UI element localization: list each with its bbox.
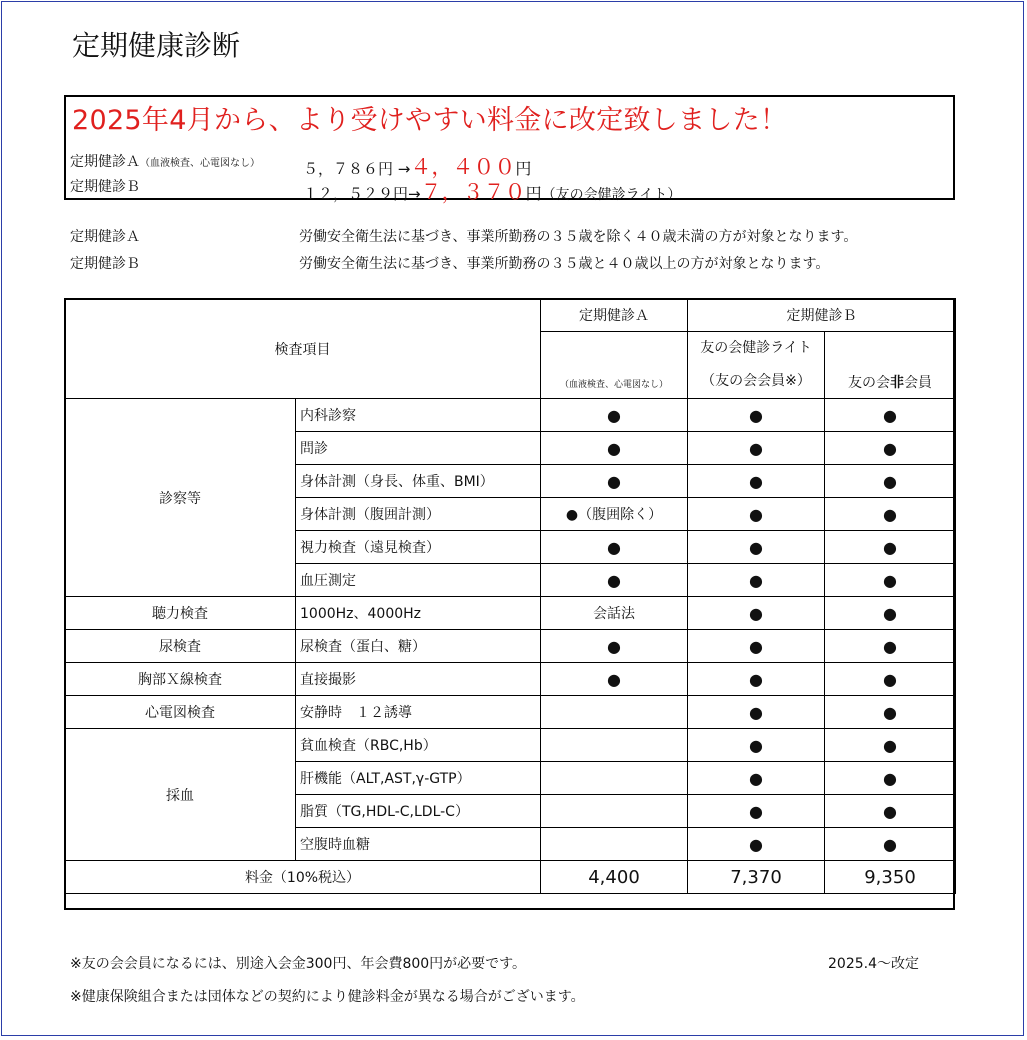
exam-item-name: 空腹時血糖 [296,828,541,861]
value-b2: ● [825,729,956,762]
value-b2: ● [825,828,956,861]
value-b1: ● [688,729,825,762]
value-a [541,729,688,762]
price-notice-box [64,95,955,204]
price-b1: 7,370 [688,861,825,894]
price-b2: 9,350 [825,861,956,894]
value-a: ● [541,465,688,498]
value-a [541,762,688,795]
value-a: 会話法 [541,597,688,630]
category-cell: 胸部Ｘ線検査 [65,663,296,696]
exam-item-name: 血圧測定 [296,564,541,597]
description-b [70,253,830,273]
header-col-a: 定期健診Ａ [541,299,688,332]
exam-item-name: 尿検査（蛋白、糖） [296,630,541,663]
price-unit: 円 [525,184,542,203]
value-b1: ● [688,795,825,828]
category-cell: 心電図検査 [65,696,296,729]
header-item: 検査項目 [65,299,541,399]
exam-item-name: 身体計測（腹囲計測） [296,498,541,531]
price-unit: 円 [515,159,532,178]
exam-item-name: 直接撮影 [296,663,541,696]
value-a: ● [541,399,688,432]
header-col-b1 [688,332,825,399]
exam-item-name: 安静時 １２誘導 [296,696,541,729]
revision-date: 2025.4～改定 [828,956,919,972]
price-label: 料金（10%税込） [65,861,541,894]
value-b1: ● [688,432,825,465]
header-col-b1-line1: 友の会健診ライト [700,340,812,356]
exam-item-name: 貧血検査（RBC,Hb） [296,729,541,762]
new-price: ７，３７０ [420,180,526,204]
value-a [541,795,688,828]
value-b1: ● [688,498,825,531]
new-price: ４，４００ [410,155,516,179]
value-b2: ● [825,531,956,564]
page-title: 定期健康診断 [72,29,241,62]
table-row [65,597,956,630]
category-cell: 尿検査 [65,630,296,663]
value-b2: ● [825,696,956,729]
value-b1: ● [688,399,825,432]
value-b1: ● [688,696,825,729]
exam-item-name: 身体計測（身長、体重、BMI） [296,465,541,498]
non-member-emphasis: 非 [890,375,904,391]
value-a: ● [541,432,688,465]
description-text: 労働安全衛生法に基づき、事業所勤務の３５歳を除く４０歳未満の方が対象となります。 [299,229,858,245]
category-cell: 診察等 [65,399,296,597]
table-row [65,399,956,432]
notice-headline: 2025年4月から、より受けやすい料金に改定致しました！ [72,105,788,136]
exam-item-name: 視力検査（遠見検査） [296,531,541,564]
table-row [65,663,956,696]
table-row [65,729,956,762]
exam-table [64,298,956,894]
value-b2: ● [825,597,956,630]
value-b2: ● [825,498,956,531]
value-a [541,828,688,861]
exam-item-name: 問診 [296,432,541,465]
value-b2: ● [825,432,956,465]
value-b1: ● [688,663,825,696]
exam-item-name: 肝機能（ALT,AST,γ-GTP） [296,762,541,795]
header-col-b2: 友の会非会員 [825,332,956,399]
notice-row-label: 定期健診Ａ [70,154,140,170]
old-price: ５，７８６円 [303,160,394,178]
value-a: ● [541,531,688,564]
header-col-b1-line2: （友の会会員※） [701,373,811,389]
value-a: ● [541,663,688,696]
value-b2: ● [825,564,956,597]
value-b2: ● [825,399,956,432]
footnote-membership: ※友の会会員になるには、別途入会金300円、年会費800円が必要です。 [70,956,527,972]
value-b1: ● [688,465,825,498]
value-b2: ● [825,663,956,696]
description-a [70,226,858,246]
price-a: 4,400 [541,861,688,894]
value-a [541,696,688,729]
arrow: → [408,185,421,203]
value-b1: ● [688,531,825,564]
description-label: 定期健診Ｂ [70,256,140,272]
description-text: 労働安全衛生法に基づき、事業所勤務の３５歳と４０歳以上の方が対象となります。 [299,256,830,272]
value-a: ● [541,564,688,597]
exam-table-body [65,399,956,861]
value-b2: ● [825,795,956,828]
description-label: 定期健診Ａ [70,229,140,245]
arrow: → [397,160,411,178]
value-a: ●（腹囲除く） [541,498,688,531]
table-row [65,630,956,663]
exam-item-name: 脂質（TG,HDL-C,LDL-C） [296,795,541,828]
exam-item-name: 1000Hz、4000Hz [296,597,541,630]
notice-row-after: （友の会健診ライト） [541,187,682,203]
notice-row-note: （血液検査、心電図なし） [140,158,260,169]
value-b2: ● [825,762,956,795]
exam-item-name: 内科診察 [296,399,541,432]
value-a: ● [541,630,688,663]
price-row [65,861,956,894]
value-b2: ● [825,630,956,663]
value-b1: ● [688,762,825,795]
old-price: １２，５２９円 [303,185,409,203]
value-b1: ● [688,564,825,597]
notice-row-label: 定期健診Ｂ [70,179,140,195]
category-cell: 聴力検査 [65,597,296,630]
header-col-b: 定期健診Ｂ [688,299,956,332]
value-b1: ● [688,597,825,630]
value-b2: ● [825,465,956,498]
value-b1: ● [688,630,825,663]
header-col-a-note: （血液検査、心電図なし） [541,332,688,399]
footnote-contract: ※健康保険組合または団体などの契約により健診料金が異なる場合がございます。 [70,989,585,1005]
category-cell: 採血 [65,729,296,861]
table-row [65,696,956,729]
value-b1: ● [688,828,825,861]
